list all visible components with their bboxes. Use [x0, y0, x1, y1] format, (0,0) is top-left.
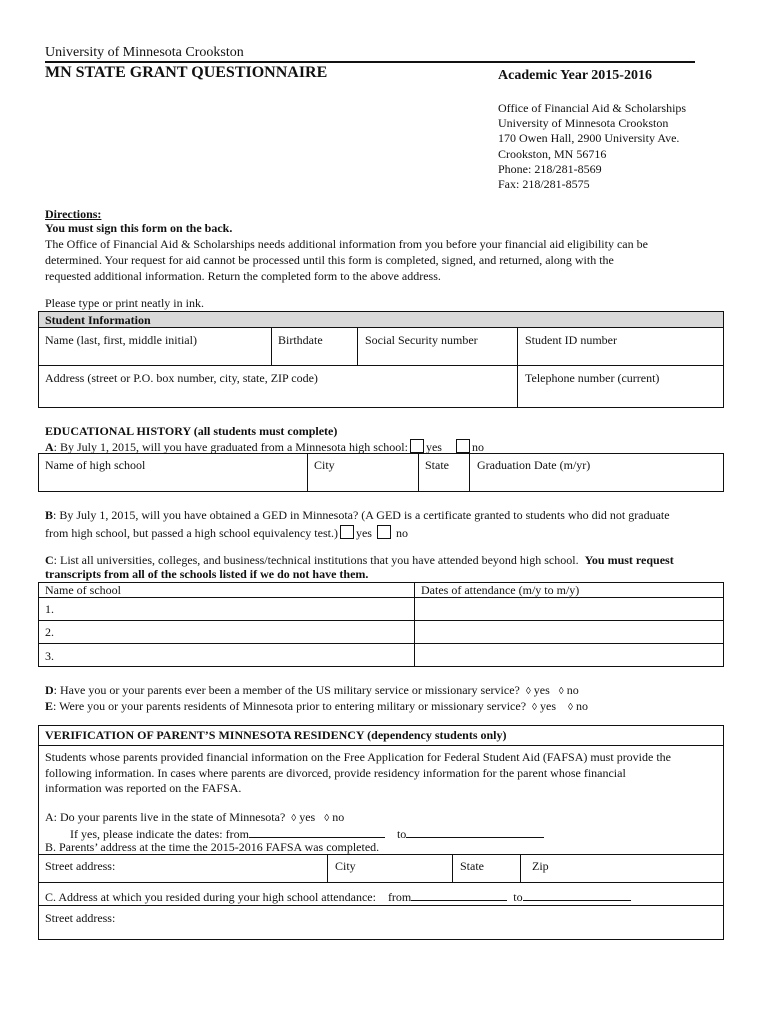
question-a-letter: A [45, 440, 54, 454]
ssn-field[interactable] [357, 327, 518, 366]
hs-city-label: City [314, 458, 335, 472]
question-b-line1 [45, 508, 670, 522]
school-row-1[interactable] [38, 597, 415, 621]
directions-line: The Office of Financial Aid & Scholarships needs additional information from you before your financial aid eligibility can be [45, 237, 648, 251]
question-c-letter: C [45, 553, 54, 567]
question-b-text2: from high school, but passed a high school equivalency test.) [45, 526, 338, 540]
phone-field[interactable] [517, 365, 724, 408]
hs-name-label: Name of high school [45, 458, 146, 472]
academic-year: Academic Year 2015-2016 [498, 68, 652, 83]
resident-yes-label: yes [540, 699, 556, 713]
hs-address-from-field[interactable] [411, 888, 507, 901]
name-field[interactable] [38, 327, 272, 366]
office-line: Crookston, MN 56716 [498, 146, 607, 161]
resident-no-option[interactable]: ◊ [568, 702, 573, 713]
ged-no-label: no [395, 526, 408, 540]
residency-to-text: to [396, 827, 407, 841]
parent-city-field[interactable] [327, 854, 453, 883]
header-rule [45, 61, 695, 63]
school-row-3[interactable] [38, 643, 415, 667]
parents-mn-yes-label: yes [299, 810, 316, 824]
question-d-letter: D [45, 683, 54, 697]
military-no-label: no [566, 683, 579, 697]
parent-street-label: Street address: [45, 859, 116, 873]
parents-mn-yes-option[interactable]: ◊ [291, 813, 297, 824]
directions-line: determined. Your request for aid cannot be processed until this form is completed, signed, and returned, along with the [45, 253, 614, 267]
question-e-letter: E [45, 699, 54, 713]
parent-zip-label: Zip [532, 859, 549, 873]
row-number: 2. [45, 625, 54, 639]
residency-line: following information. In cases where parents are divorced, provide residency information for the parent whose financial [45, 765, 626, 780]
phone-label: Telephone number (current) [525, 371, 660, 385]
hs-address-rule [38, 905, 724, 906]
parents-mn-no-option[interactable]: ◊ [324, 813, 330, 824]
schools-table [38, 582, 724, 665]
hs-name-field[interactable] [38, 453, 308, 492]
question-c-text: : List all universities, colleges, and business/technical institutions that you have attended beyond high school. [53, 553, 579, 567]
residency-line: Students whose parents provided financial information on the Free Application for Federal Student Aid (FAFSA) must provide the [45, 750, 672, 764]
office-line: University of Minnesota Crookston [498, 116, 669, 131]
birthdate-field[interactable] [271, 327, 358, 366]
residency-heading: VERIFICATION OF PARENT’S MINNESOTA RESIDENCY (dependency students only) [45, 728, 507, 742]
graduation-date-label: Graduation Date (m/yr) [477, 458, 591, 472]
office-address-block [498, 101, 686, 192]
school-row-2[interactable] [38, 620, 415, 644]
hs-yes-label: yes [425, 440, 442, 454]
residency-body [45, 750, 671, 797]
hs-city-field[interactable] [307, 453, 419, 492]
ged-yes-label: yes [355, 526, 372, 540]
office-line: 170 Owen Hall, 2900 University Ave. [498, 131, 680, 146]
parent-state-field[interactable] [452, 854, 521, 883]
birthdate-label: Birthdate [278, 333, 323, 347]
school-dates-2[interactable] [414, 620, 724, 644]
residency-c-text: C. Address at which you resided during your high school attendance: [45, 890, 376, 904]
question-b-line2 [45, 525, 408, 540]
school-dates-1[interactable] [414, 597, 724, 621]
parent-state-label: State [460, 859, 484, 873]
parents-mn-no-label: no [332, 810, 345, 824]
office-line: Fax: 218/281-8575 [498, 177, 590, 192]
attendance-dates-label: Dates of attendance (m/y to m/y) [421, 583, 580, 597]
sign-note: You must sign this form on the back. [45, 221, 233, 235]
parent-street-field[interactable] [38, 854, 328, 883]
school-dates-3[interactable] [414, 643, 724, 667]
question-e-text: : Were you or your parents residents of Minnesota prior to entering military or missionary service? [53, 699, 527, 713]
question-c-line1 [45, 553, 674, 567]
row-number: 1. [45, 602, 54, 616]
parent-city-label: City [335, 859, 356, 873]
education-heading: EDUCATIONAL HISTORY (all students must complete) [45, 424, 338, 438]
question-e [45, 699, 588, 715]
attendance-dates-header [414, 582, 724, 598]
hs-state-field[interactable] [418, 453, 470, 492]
question-b-letter: B [45, 508, 54, 522]
residency-question-b: B. Parents’ address at the time the 2015-2016 FAFSA was completed. [45, 840, 380, 854]
parent-zip-field[interactable] [520, 854, 724, 883]
school-name-label: Name of school [45, 583, 121, 597]
resident-yes-option[interactable]: ◊ [532, 702, 537, 713]
question-d [45, 683, 579, 699]
question-c-line2: transcripts from all of the schools listed if we do not have them. [45, 567, 369, 581]
office-line: Office of Financial Aid & Scholarships [498, 101, 687, 115]
student-id-label: Student ID number [525, 333, 617, 347]
hs-street-label: Street address: [45, 911, 116, 925]
question-d-text: : Have you or your parents ever been a member of the US military service or missionary service? [53, 683, 520, 697]
hs-no-label: no [471, 440, 484, 454]
name-label: Name (last, first, middle initial) [45, 333, 197, 347]
hs-address-to-field[interactable] [523, 888, 631, 901]
directions-heading: Directions: [45, 207, 102, 221]
question-b-text: : By July 1, 2015, will you have obtained a GED in Minnesota? (A GED is a certificate granted to students who did not graduate [53, 508, 670, 522]
military-no-option[interactable]: ◊ [558, 686, 564, 697]
student-info-header [38, 311, 724, 328]
directions-body [45, 236, 648, 284]
hs-yes-checkbox[interactable] [410, 439, 424, 453]
ged-yes-checkbox[interactable] [340, 525, 354, 539]
row-number: 3. [45, 649, 54, 663]
residency-question-c [45, 888, 631, 904]
residency-to-field[interactable] [406, 825, 544, 838]
residency-question-a [45, 810, 344, 826]
question-a [45, 439, 484, 454]
graduation-date-field[interactable] [469, 453, 724, 492]
ged-no-checkbox[interactable] [377, 525, 391, 539]
directions-line: requested additional information. Return the completed form to the above address. [45, 269, 441, 283]
military-yes-label: yes [533, 683, 550, 697]
form-title: MN STATE GRANT QUESTIONNAIRE [45, 64, 328, 81]
residency-c-from: from [387, 890, 412, 904]
question-c-bold: You must request [584, 553, 674, 567]
residency-heading-rule [38, 745, 724, 746]
hs-state-label: State [425, 458, 449, 472]
residency-line: information was reported on the FAFSA. [45, 781, 242, 795]
question-a-text: : By July 1, 2015, will you have graduated from a Minnesota high school: [53, 440, 408, 454]
military-yes-option[interactable]: ◊ [525, 686, 531, 697]
student-id-field[interactable] [517, 327, 724, 366]
residency-from-field[interactable] [249, 825, 385, 838]
ssn-label: Social Security number [365, 333, 478, 347]
student-info-heading: Student Information [45, 313, 151, 327]
address-field[interactable] [38, 365, 518, 408]
school-name-header [38, 582, 415, 598]
residency-dates-text: If yes, please indicate the dates: from [70, 827, 249, 841]
address-label: Address (street or P.O. box number, city, state, ZIP code) [45, 371, 318, 385]
residency-c-to: to [513, 890, 523, 904]
resident-no-label: no [575, 699, 588, 713]
residency-a-text: A: Do your parents live in the state of Minnesota? [45, 810, 286, 824]
university-name: University of Minnesota Crookston [45, 45, 244, 60]
hs-no-checkbox[interactable] [456, 439, 470, 453]
residency-dates-line [70, 825, 544, 841]
print-note: Please type or print neatly in ink. [45, 296, 204, 310]
office-line: Phone: 218/281-8569 [498, 161, 602, 176]
